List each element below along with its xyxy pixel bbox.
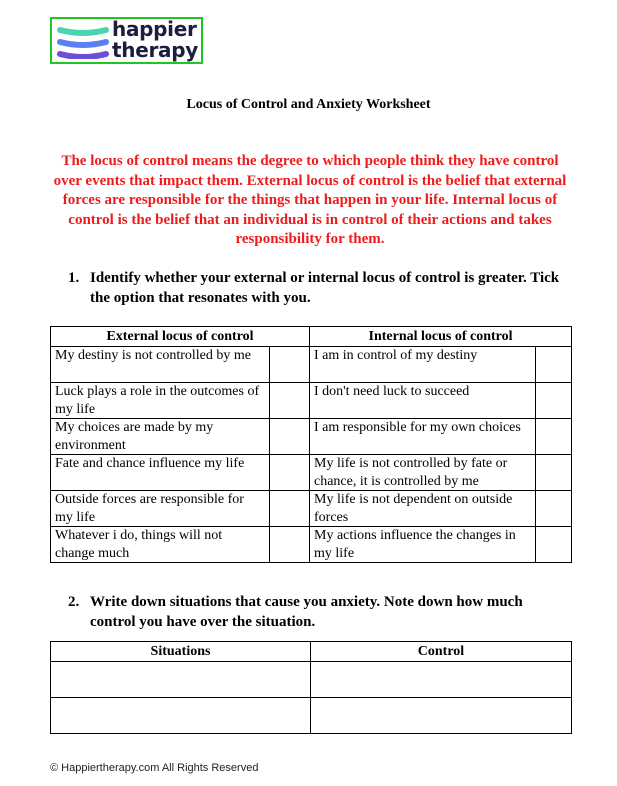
internal-tick-cell[interactable]	[536, 491, 572, 527]
internal-statement: I am in control of my destiny	[310, 347, 536, 383]
question-1-number: 1.	[68, 270, 80, 286]
table-row	[51, 419, 572, 455]
internal-statement: I am responsible for my own choices	[310, 419, 536, 455]
control-cell[interactable]	[311, 698, 572, 734]
external-statement: My choices are made by my environment	[51, 419, 270, 455]
table-row	[51, 347, 572, 383]
logo	[50, 17, 203, 64]
internal-tick-cell[interactable]	[536, 383, 572, 419]
external-tick-cell[interactable]	[270, 383, 310, 419]
table-row	[51, 698, 572, 734]
table-header-row	[51, 327, 572, 347]
anxiety-table	[50, 641, 572, 734]
table-row	[51, 662, 572, 698]
internal-tick-cell[interactable]	[536, 347, 572, 383]
header-situations: Situations	[51, 642, 311, 662]
table-row	[51, 527, 572, 563]
table-row	[51, 383, 572, 419]
question-2-text: Write down situations that cause you anxiety. Note down how much control you have over the situation.	[90, 594, 523, 630]
external-statement: Whatever i do, things will not change much	[51, 527, 270, 563]
header-control: Control	[311, 642, 572, 662]
internal-tick-cell[interactable]	[536, 527, 572, 563]
table-row	[51, 455, 572, 491]
external-tick-cell[interactable]	[270, 491, 310, 527]
external-statement: Luck plays a role in the outcomes of my life	[51, 383, 270, 419]
situation-cell[interactable]	[51, 662, 311, 698]
header-external: External locus of control	[51, 327, 310, 347]
internal-tick-cell[interactable]	[536, 419, 572, 455]
header-internal: Internal locus of control	[310, 327, 572, 347]
question-2-number: 2.	[68, 594, 80, 610]
external-tick-cell[interactable]	[270, 527, 310, 563]
external-tick-cell[interactable]	[270, 455, 310, 491]
external-statement: Outside forces are responsible for my life	[51, 491, 270, 527]
table-row	[51, 491, 572, 527]
footer-copyright: © Happiertherapy.com All Rights Reserved	[50, 762, 259, 774]
external-tick-cell[interactable]	[270, 419, 310, 455]
internal-tick-cell[interactable]	[536, 455, 572, 491]
question-1-text: Identify whether your external or internal locus of control is greater. Tick the option that resonates with you.	[90, 270, 560, 306]
logo-waves-icon	[57, 25, 109, 59]
table-header-row	[51, 642, 572, 662]
internal-statement: I don't need luck to succeed	[310, 383, 536, 419]
logo-text	[112, 19, 198, 61]
intro-paragraph: The locus of control means the degree to which people think they have control over events that impact them. External locus of control is the belief that external forces are responsible for the things that happen in your life. Internal locus of control is the belief that an individual is in control of their actions and takes responsibility for them.	[53, 153, 567, 248]
external-tick-cell[interactable]	[270, 347, 310, 383]
external-statement: My destiny is not controlled by me	[51, 347, 270, 383]
internal-statement: My actions influence the changes in my life	[310, 527, 536, 563]
internal-statement: My life is not controlled by fate or chance, it is controlled by me	[310, 455, 536, 491]
locus-table	[50, 326, 572, 563]
internal-statement: My life is not dependent on outside forces	[310, 491, 536, 527]
page-title: Locus of Control and Anxiety Worksheet	[186, 97, 431, 112]
control-cell[interactable]	[311, 662, 572, 698]
situation-cell[interactable]	[51, 698, 311, 734]
external-statement: Fate and chance influence my life	[51, 455, 270, 491]
logo-line1: happier	[112, 17, 197, 41]
logo-line2: therapy	[112, 38, 198, 62]
